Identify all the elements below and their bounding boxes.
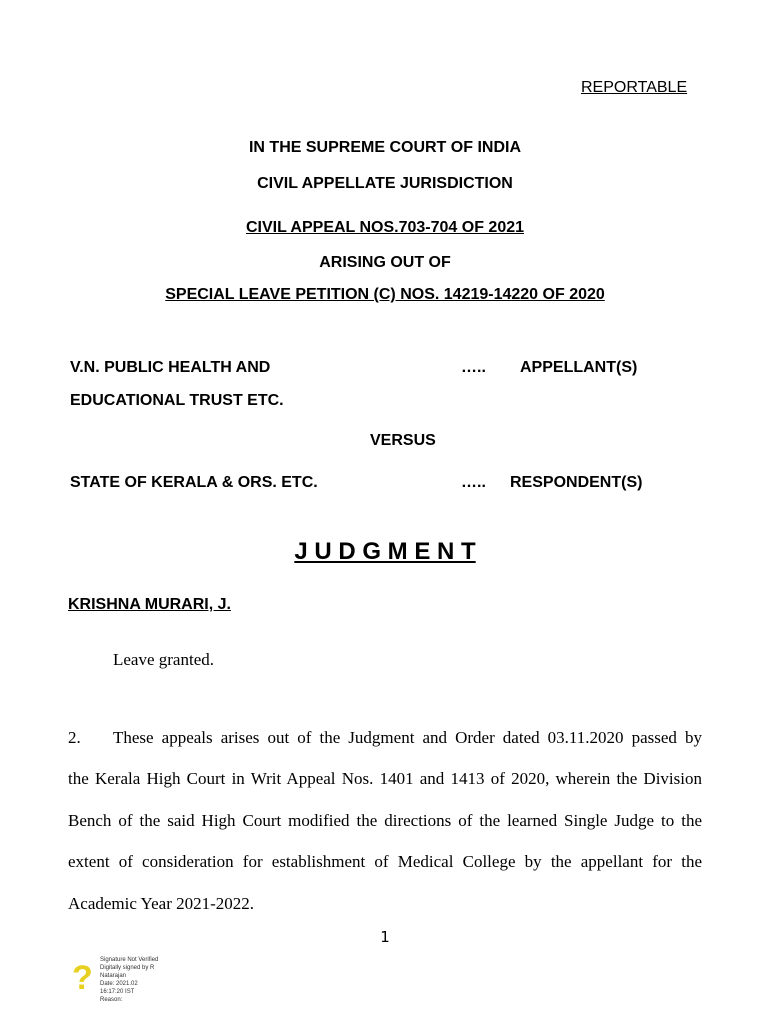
paragraph-line: These appeals arises out of the Judgment and Order dated 03.11.2020 passed by: [113, 728, 702, 747]
appellant-name-cont: EDUCATIONAL TRUST ETC.: [70, 392, 284, 409]
signature-line: 16:17:20 IST: [100, 989, 135, 995]
signature-line: Date: 2021.02: [100, 981, 138, 987]
appellant-label: APPELLANT(S): [520, 359, 638, 376]
versus: VERSUS: [370, 432, 436, 449]
dots: …..: [461, 474, 486, 491]
judge-name: KRISHNA MURARI, J.: [68, 596, 231, 613]
appeal-number: CIVIL APPEAL NOS.703-704 OF 2021: [245, 219, 525, 236]
respondent-name: STATE OF KERALA & ORS. ETC.: [70, 474, 318, 491]
jurisdiction: CIVIL APPELLATE JURISDICTION: [257, 175, 513, 192]
reportable-label: REPORTABLE: [581, 79, 688, 96]
signature-line: Digitally signed by R: [100, 965, 155, 971]
appellant-name: V.N. PUBLIC HEALTH AND: [70, 359, 271, 376]
paragraph-line: Academic Year 2021-2022.: [68, 894, 255, 913]
paragraph-line: extent of consideration for establishment of Medical College by the appellant for the: [68, 852, 702, 871]
paragraph-line: the Kerala High Court in Writ Appeal Nos. 1401 and 1413 of 2020, wherein the Division: [68, 769, 702, 788]
judgment-title: J U D G M E N T: [294, 538, 476, 565]
slp-number: SPECIAL LEAVE PETITION (C) NOS. 14219-14220 OF 2020: [165, 286, 605, 303]
respondent-label: RESPONDENT(S): [510, 474, 643, 491]
signature-line: Reason:: [100, 997, 123, 1003]
dots: …..: [461, 359, 486, 376]
court-name: IN THE SUPREME COURT OF INDIA: [248, 139, 521, 156]
digital-signature: [100, 956, 158, 1004]
arising-out-of: ARISING OUT OF: [319, 254, 451, 271]
signature-status: Signature Not Verified: [100, 957, 159, 963]
paragraph-number: 2.: [68, 728, 81, 747]
signature-unverified-icon: ?: [72, 959, 93, 997]
paragraph-1: Leave granted.: [113, 650, 214, 669]
signature-line: Natarajan: [100, 973, 127, 979]
paragraph-line: Bench of the said High Court modified the directions of the learned Single Judge to the: [68, 811, 702, 830]
page-number: 1: [380, 928, 390, 946]
